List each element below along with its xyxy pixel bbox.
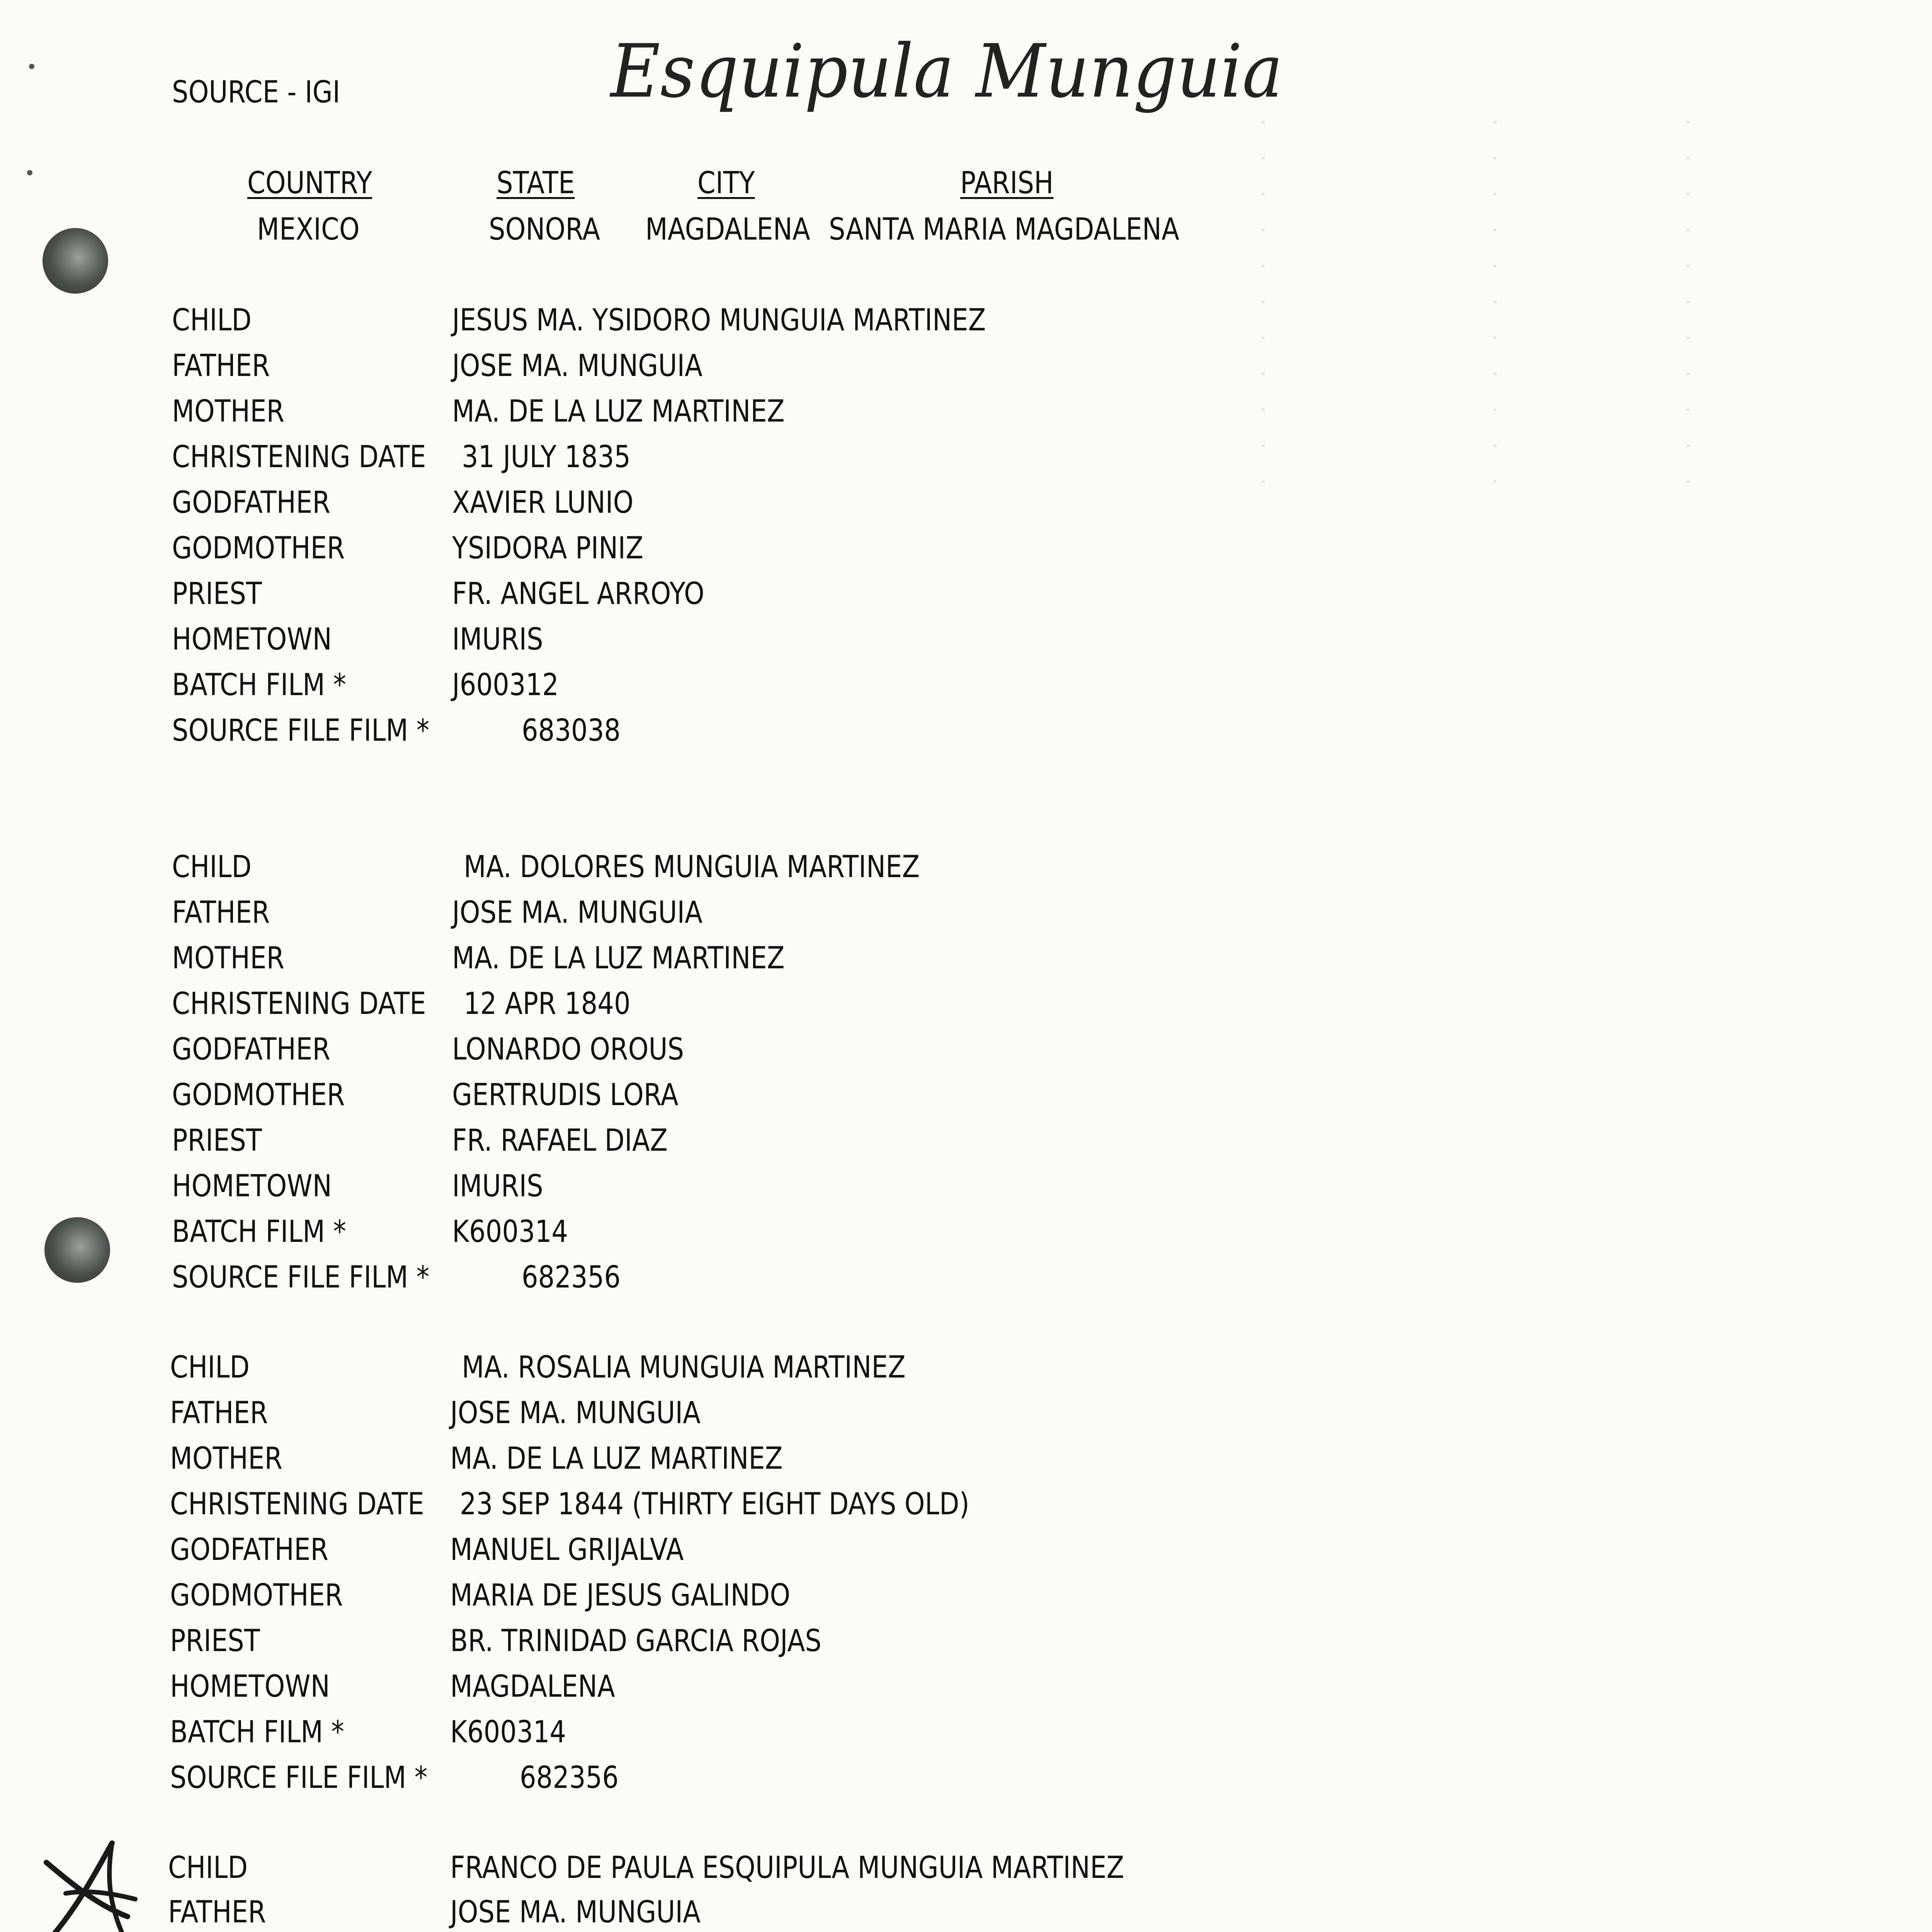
header-country: COUNTRY — [247, 166, 372, 201]
label-godfather: GODFATHER — [172, 485, 330, 520]
label-father: FATHER — [168, 1895, 266, 1930]
record-2-hometown: IMURIS — [452, 1169, 543, 1204]
label-child: CHILD — [168, 1850, 248, 1885]
record-3-mother: MA. DE LA LUZ MARTINEZ — [450, 1441, 783, 1476]
label-priest: PRIEST — [172, 1123, 262, 1158]
record-2-godmother: GERTRUDIS LORA — [452, 1078, 679, 1112]
record-2-batch-film: K600314 — [452, 1214, 568, 1249]
label-godmother: GODMOTHER — [170, 1578, 343, 1613]
handwritten-star-icon — [39, 1835, 139, 1932]
label-mother: MOTHER — [170, 1441, 283, 1476]
record-3-source-file-film: 682356 — [520, 1760, 619, 1795]
show-through-3: · · · · · · · · · · · — [1676, 116, 1700, 493]
record-3-christening-date: 23 SEP 1844 (THIRTY EIGHT DAYS OLD) — [460, 1487, 969, 1522]
record-3-priest: BR. TRINIDAD GARCIA ROJAS — [450, 1624, 822, 1658]
record-1-christening-date: 31 JULY 1835 — [462, 440, 631, 474]
label-christening-date: CHRISTENING DATE — [172, 986, 426, 1021]
label-mother: MOTHER — [172, 941, 285, 976]
record-1-godmother: YSIDORA PINIZ — [452, 531, 644, 566]
handwritten-title — [603, 23, 1298, 139]
punch-hole-middle — [44, 1217, 110, 1283]
handwritten-title-text: Esquipula Munguia — [609, 29, 1283, 114]
record-1-father: JOSE MA. MUNGUIA — [452, 349, 703, 383]
label-christening-date: CHRISTENING DATE — [172, 440, 426, 474]
record-3-hometown: MAGDALENA — [450, 1669, 615, 1704]
label-child: CHILD — [170, 1350, 250, 1385]
record-1-hometown: IMURIS — [452, 622, 543, 657]
record-3-father: JOSE MA. MUNGUIA — [450, 1396, 701, 1430]
show-through-2: · · · · · · · · · · · — [1483, 116, 1507, 493]
label-father: FATHER — [170, 1396, 268, 1430]
label-batch-film: BATCH FILM * — [172, 1214, 346, 1249]
record-3-child: MA. ROSALIA MUNGUIA MARTINEZ — [462, 1350, 906, 1385]
label-batch-film: BATCH FILM * — [172, 668, 346, 702]
record-2-source-file-film: 682356 — [522, 1260, 621, 1295]
record-1-priest: FR. ANGEL ARROYO — [452, 577, 704, 611]
label-christening-date: CHRISTENING DATE — [170, 1487, 424, 1522]
record-1-godfather: XAVIER LUNIO — [452, 485, 634, 520]
speck — [27, 170, 32, 175]
value-parish: SANTA MARIA MAGDALENA — [829, 212, 1179, 247]
label-father: FATHER — [172, 349, 270, 383]
record-1-source-file-film: 683038 — [522, 713, 621, 748]
record-4-father: JOSE MA. MUNGUIA — [450, 1895, 701, 1930]
record-3-godfather: MANUEL GRIJALVA — [450, 1532, 684, 1567]
label-godfather: GODFATHER — [172, 1032, 330, 1067]
label-priest: PRIEST — [170, 1624, 260, 1658]
label-father: FATHER — [172, 895, 270, 930]
label-priest: PRIEST — [172, 577, 262, 611]
label-source-file-film: SOURCE FILE FILM * — [172, 1260, 430, 1295]
record-1-batch-film: J600312 — [452, 668, 559, 702]
label-mother: MOTHER — [172, 394, 285, 429]
punch-hole-top — [43, 228, 108, 294]
record-4-child: FRANCO DE PAULA ESQUIPULA MUNGUIA MARTINEZ — [450, 1850, 1124, 1885]
record-2-father: JOSE MA. MUNGUIA — [452, 895, 703, 930]
label-hometown: HOMETOWN — [172, 622, 332, 657]
value-country: MEXICO — [257, 212, 360, 247]
label-godfather: GODFATHER — [170, 1532, 328, 1567]
speck — [29, 64, 34, 69]
record-1-mother: MA. DE LA LUZ MARTINEZ — [452, 394, 785, 429]
value-city: MAGDALENA — [645, 212, 810, 247]
label-child: CHILD — [172, 303, 252, 338]
header-parish: PARISH — [960, 166, 1054, 201]
label-batch-film: BATCH FILM * — [170, 1715, 344, 1750]
header-city: CITY — [697, 166, 755, 201]
record-2-priest: FR. RAFAEL DIAZ — [452, 1123, 668, 1158]
record-3-batch-film: K600314 — [450, 1715, 566, 1750]
value-state: SONORA — [489, 212, 600, 247]
record-2-mother: MA. DE LA LUZ MARTINEZ — [452, 941, 785, 976]
label-hometown: HOMETOWN — [172, 1169, 332, 1204]
record-2-christening-date: 12 APR 1840 — [464, 986, 631, 1021]
label-hometown: HOMETOWN — [170, 1669, 330, 1704]
record-1-child: JESUS MA. YSIDORO MUNGUIA MARTINEZ — [452, 303, 986, 338]
record-2-child: MA. DOLORES MUNGUIA MARTINEZ — [464, 850, 920, 884]
label-godmother: GODMOTHER — [172, 531, 345, 566]
header-state: STATE — [497, 166, 575, 201]
label-source-file-film: SOURCE FILE FILM * — [170, 1760, 428, 1795]
label-child: CHILD — [172, 850, 252, 884]
label-godmother: GODMOTHER — [172, 1078, 345, 1112]
label-source-file-film: SOURCE FILE FILM * — [172, 713, 430, 748]
show-through-1: · · · · · · · · · · · — [1251, 116, 1275, 493]
record-3-godmother: MARIA DE JESUS GALINDO — [450, 1578, 791, 1613]
source-label: SOURCE - IGI — [172, 75, 340, 110]
record-2-godfather: LONARDO OROUS — [452, 1032, 684, 1067]
